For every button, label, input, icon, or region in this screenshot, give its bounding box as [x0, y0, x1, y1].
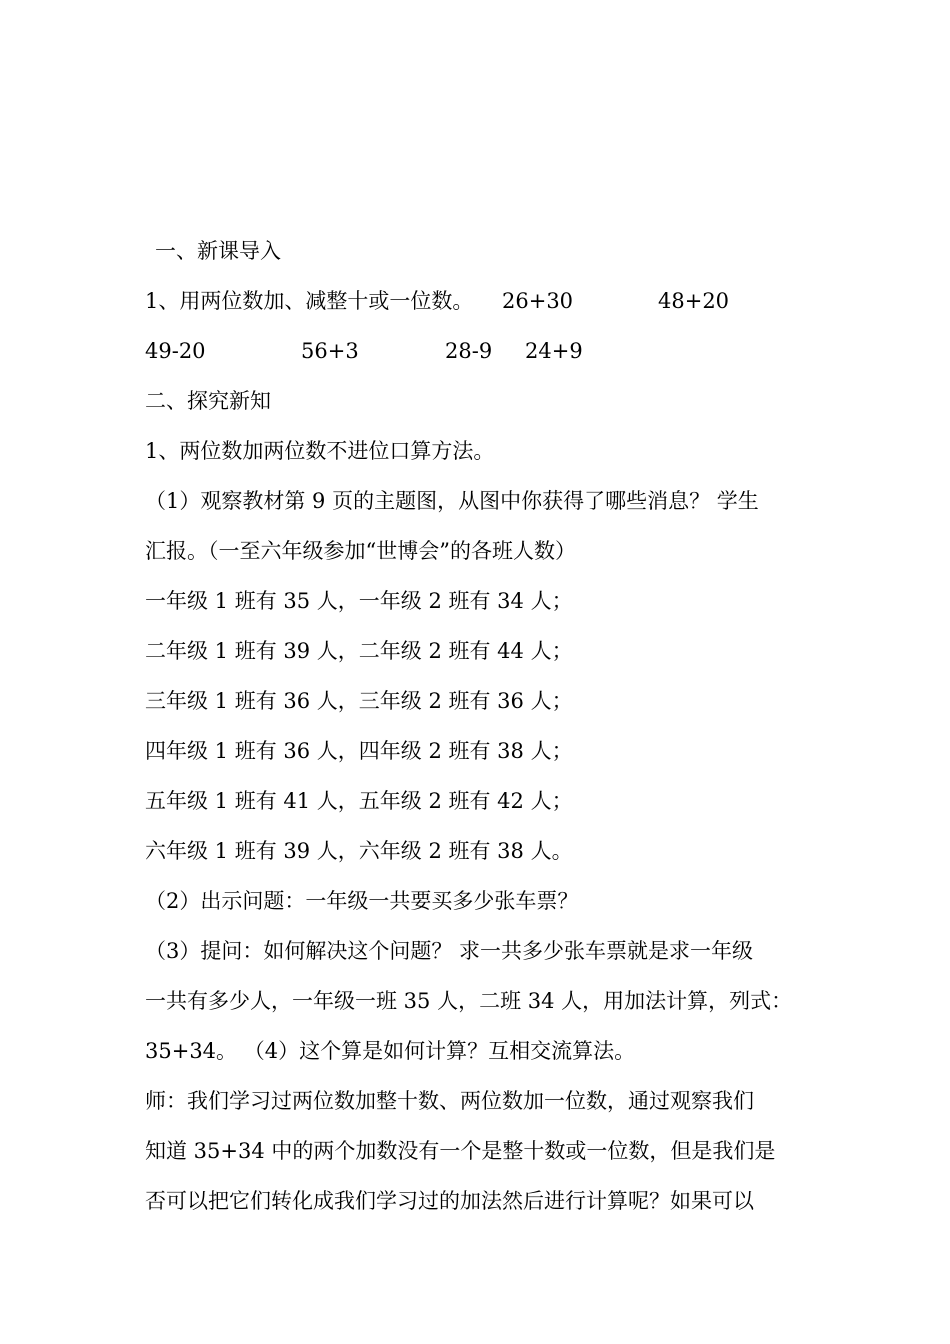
- exercise-row2: [145, 336, 745, 366]
- exercise-48-20: 48+20: [658, 289, 730, 313]
- question2: （2）出示问题：一年级一共要买多少张车票？: [145, 889, 579, 913]
- exercise-24-9: 24+9: [525, 339, 583, 363]
- teacher-line3: 否可以把它们转化成我们学习过的加法然后进行计算呢？如果可以: [145, 1189, 754, 1213]
- class-line-grade3: 三年级 1 班有 36 人，三年级 2 班有 36 人；: [145, 689, 573, 713]
- observe-line2: 汇报。（一至六年级参加“世博会”的各班人数）: [145, 539, 576, 563]
- question3-line2: 一共有多少人，一年级一班 35 人，二班 34 人，用加法计算，列式：: [145, 989, 793, 1013]
- teacher-line2: 知道 35+34 中的两个加数没有一个是整十数或一位数，但是我们是: [145, 1139, 776, 1163]
- section2-heading: 二、探究新知: [145, 389, 271, 413]
- class-line-grade1: 一年级 1 班有 35 人，一年级 2 班有 34 人；: [145, 589, 573, 613]
- exercise-26-30: 26+30: [502, 289, 574, 313]
- teacher-line1: 师：我们学习过两位数加整十数、两位数加一位数，通过观察我们: [145, 1089, 754, 1113]
- question3-line1: （3）提问：如何解决这个问题？ 求一共多少张车票就是求一年级: [145, 939, 754, 963]
- class-line-grade2: 二年级 1 班有 39 人，二年级 2 班有 44 人；: [145, 639, 573, 663]
- class-line-grade6: 六年级 1 班有 39 人，六年级 2 班有 38 人。: [145, 839, 573, 863]
- exercise-49-20: 49-20: [145, 339, 206, 363]
- section1-item1-row: [145, 286, 845, 316]
- exercise-28-9: 28-9: [445, 339, 493, 363]
- section1-heading: 一、新课导入: [155, 239, 281, 263]
- observe-line1: （1）观察教材第 9 页的主题图，从图中你获得了哪些消息？ 学生: [145, 489, 759, 513]
- question3-line3: 35+34。 （4）这个算是如何计算？互相交流算法。: [145, 1039, 636, 1063]
- exercise-56-3: 56+3: [301, 339, 359, 363]
- class-line-grade4: 四年级 1 班有 36 人，四年级 2 班有 38 人；: [145, 739, 573, 763]
- class-line-grade5: 五年级 1 班有 41 人，五年级 2 班有 42 人；: [145, 789, 573, 813]
- section2-item1: 1、两位数加两位数不进位口算方法。: [145, 439, 495, 463]
- section1-item1-text: 1、用两位数加、减整十或一位数。: [145, 289, 474, 313]
